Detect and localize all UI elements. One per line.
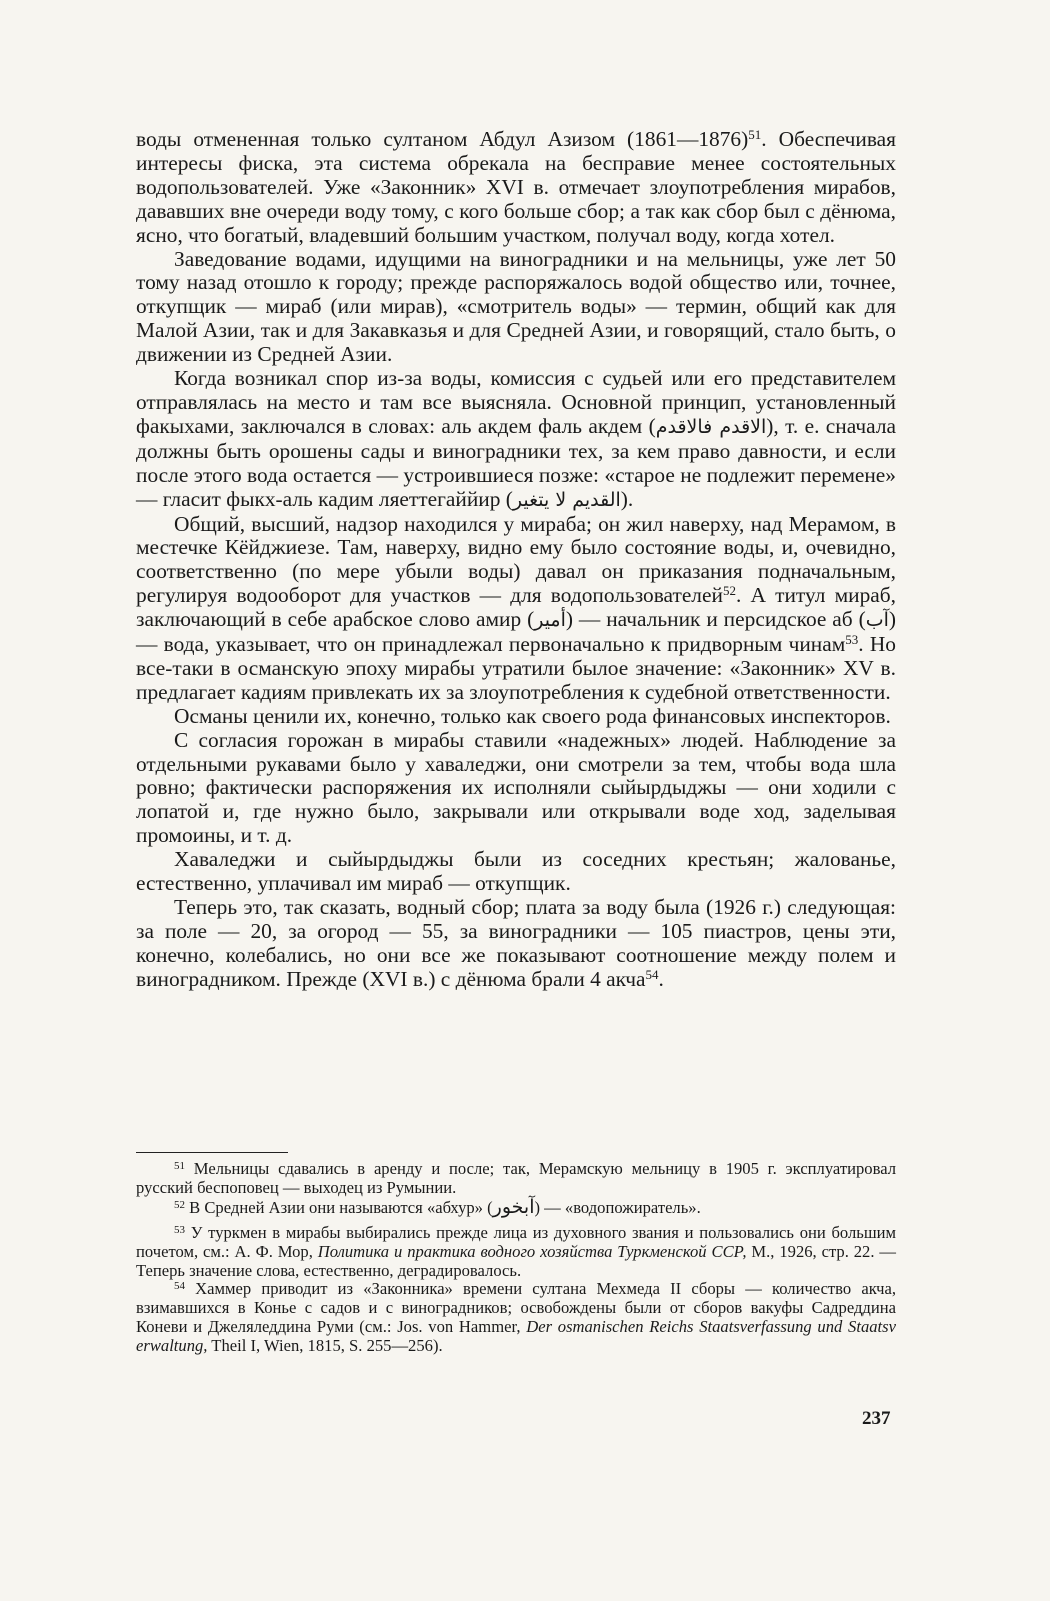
text-run: ) — начальник и персидское аб ( (565, 607, 866, 632)
text-run: ) — вода, указывает, что он принадлежал первоначально к придворным чинам (136, 607, 896, 657)
paragraph (136, 848, 896, 896)
text-run: . (658, 966, 664, 991)
text-run: . Но все-таки в османскую эпоху мирабы утратили былое значение: «Законник» XV в. предлагает кадиям привлекать их за злоупотребления к судебной ответственности. (136, 632, 896, 704)
arabic-phrase: الاقدم فالاقدم (655, 415, 767, 438)
footnote-marker: 52 (174, 1198, 185, 1211)
text-run: ), т. е. сначала должны быть орошены сады и виноградники тех, за кем право давности, и если после этого вода остается — устроившиеся позже: «старое не подлежит перемене» — гласит фыкх-аль кадим ляеттегаййир ( (136, 413, 896, 511)
text-run: Мельницы сдавались в аренду и после; так, Мерамскую мельницу в 1905 г. эксплуатировал русский беспоповец — выходец из Румынии. (136, 1159, 896, 1197)
footnote-marker: 53 (845, 632, 859, 648)
footnotes (136, 1160, 896, 1356)
paragraph (136, 128, 896, 248)
text-run: М., 1926, стр. 22. — Теперь значение слова, естественно, деградировалось. (136, 1241, 897, 1280)
arabic-phrase: أمير (534, 609, 566, 632)
footnote-marker: 51 (174, 1160, 185, 1172)
footnote (136, 1160, 896, 1198)
footnote-marker: 54 (174, 1280, 185, 1293)
footnote-separator (136, 1152, 288, 1153)
text-run: Заведование водами, идущими на виноградники и на мельницы, уже лет 50 тому назад отошло к городу; прежде распоряжалось водой общество или, точнее, откупщик — мираб (или мирав), «смотритель воды» — термин, общий как для Малой Азии, так и для Закавказья и для Средней Азии, и говорящий, стало быть, о движении из Средней Азии. (136, 246, 896, 367)
paragraph (136, 896, 896, 992)
text-run: Хаваледжи и сыйырдыджы были из соседних крестьян; жалованье, естественно, уплачивал им мираб — откупщик. (136, 847, 896, 896)
text-run: В Средней Азии они называются «абхур» ( (185, 1197, 493, 1217)
text-run: Общий, высший, надзор находился у мираба; он жил наверху, над Мерамом, в местечке Кёйджиезе. Там, наверху, видно ему было состояние воды, и, очевидно, соответственно (по мере убыли воды) давал он приказания подначальным, регулируя водооборот для участков — для водопользователей (136, 511, 896, 608)
footnote-marker: 54 (645, 966, 659, 982)
text-run: . Обеспечивая интересы фиска, эта система обрекала на бесправие менее состоятельных водопользователей. Уже «Законник» XVI в. отмечает злоупотребления мирабов, дававших вне очереди воду тому, с кого больше сбор; а так как сбор был с дёнюма, ясно, что богатый, владевший большим участком, получал воду, когда хотел. (136, 127, 896, 247)
footnote (136, 1195, 896, 1218)
footnote (136, 1280, 896, 1356)
arabic-phrase: آب (865, 609, 889, 632)
arabic-phrase: القديم لا يتغير (512, 488, 621, 511)
footnote (136, 1224, 896, 1281)
text-run: С согласия горожан в мирабы ставили «надежных» людей. Наблюдение за отдельными рукавами было у хаваледжи, они смотрели за тем, чтобы вода шла ровно; фактически распоряжения их исполняли сыйырдыджы — они ходили с лопатой и, где нужно было, закрывали или открывали воде ход, заделывая промоины, и т. д. (136, 727, 896, 848)
paragraph (136, 367, 896, 512)
text-run: Османы ценили их, конечно, только как своего рода финансовых инспекторов. (174, 703, 891, 728)
arabic-phrase: آبخور (492, 1195, 535, 1218)
footnote-marker: 52 (722, 583, 736, 599)
page-number: 237 (862, 1408, 891, 1429)
text-run: Теперь это, так сказать, водный сбор; плата за воду была (1926 г.) следующая: за поле — 20, за огород — 55, за виноградники — 105 пиастров, цены эти, конечно, колебались, но они все же показывают соотношение между полем и виноградником. Прежде (XVI в.) с дёнюма брали 4 акча (136, 895, 896, 991)
text-run: воды отмененная только султаном Абдул Азизом (1861—1876) (136, 127, 749, 151)
paragraph (136, 705, 896, 729)
text-run: . А титул мираб, заключающий в себе арабское слово амир ( (136, 583, 896, 632)
footnote-marker: 53 (174, 1223, 185, 1236)
paragraph (136, 729, 896, 849)
text-run: Хаммер приводит из «Законника» времени султана Мехмеда II сборы — количество акча, взимавшихся в Конье с садов и с виноградников; освобождены были от сборов вакуфы Садреддина Коневи и Джеляледдина Руми (см.: Jos. von Hammer, (136, 1279, 896, 1337)
text-run: Theil I, Wien, 1815, S. 255—256). (207, 1336, 443, 1356)
text-run: Когда возникал спор из-за воды, комиссия с судьей или его представителем отправлялась на место и там все выясняла. Основной принцип, установленный факыхами, заключался в словах: аль акдем фаль акдем ( (136, 366, 896, 438)
text-run: У туркмен в мирабы выбирались прежде лица из духовного звания и пользовались они большим почетом, см.: А. Ф. Мор, (136, 1222, 896, 1261)
italic-title: Политика и практика водного хозяйства Туркменской ССР, (317, 1241, 747, 1261)
main-text (136, 128, 896, 992)
footnote-marker: 51 (748, 127, 762, 142)
text-run: ). (620, 486, 634, 511)
italic-title: Der osmanischen Reichs Staatsverfassung und Staatsv erwaltung, (136, 1317, 896, 1356)
text-run: ) — «водопожиратель». (534, 1197, 701, 1217)
paragraph (136, 248, 896, 368)
paragraph (136, 513, 896, 705)
